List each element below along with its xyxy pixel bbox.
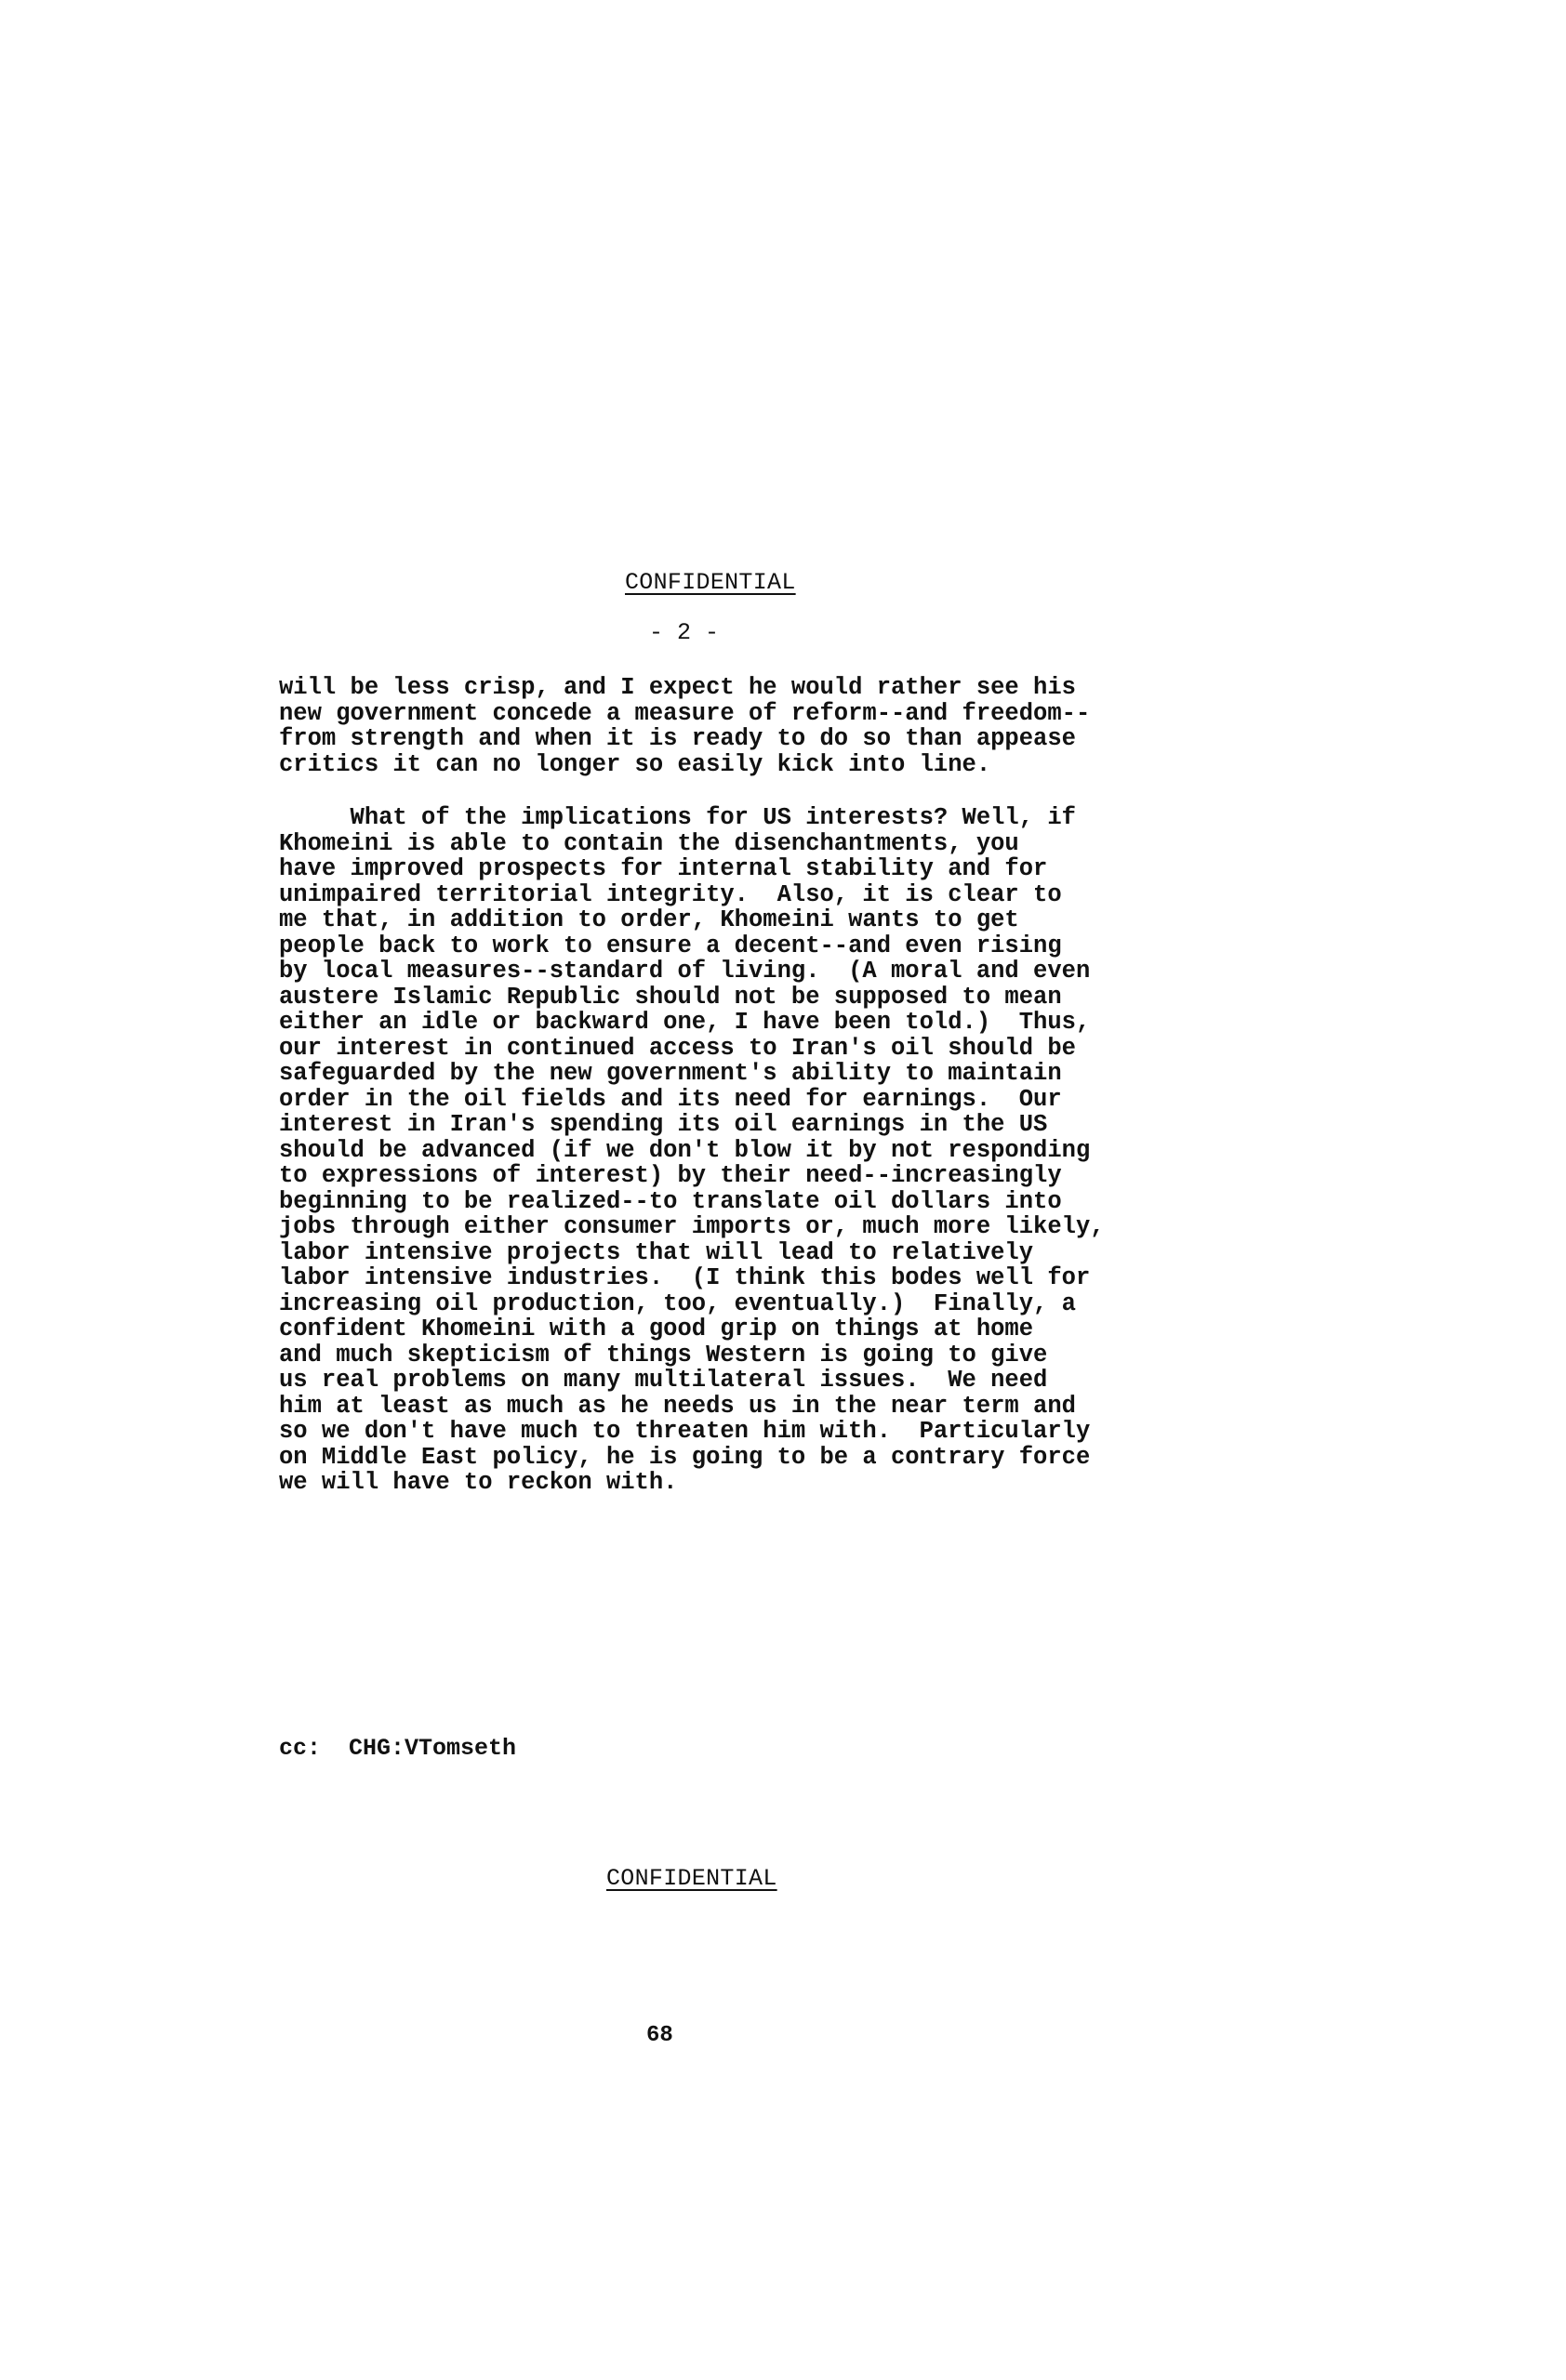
text-line: to expressions of interest) by their need--increasingly — [279, 1162, 1062, 1189]
text-line: by local measures--standard of living. (A moral and even — [279, 958, 1091, 985]
text-line: will be less crisp, and I expect he would rather see his — [279, 674, 1076, 701]
text-line: unimpaired territorial integrity. Also, it is clear to — [279, 880, 1062, 908]
text-line: have improved prospects for internal stability and for — [279, 855, 1048, 882]
page-number: 68 — [646, 2023, 673, 2048]
text-line: Khomeini is able to contain the disenchantments, you — [279, 829, 1019, 857]
text-line: What of the implications for US interests? Well, if — [279, 804, 1076, 831]
text-line: beginning to be realized--to translate oil dollars into — [279, 1187, 1062, 1215]
paragraph-1 — [279, 675, 1209, 777]
cc-label: cc: — [279, 1735, 322, 1762]
text-line: so we don't have much to threaten him with. Particularly — [279, 1418, 1091, 1445]
text-line: interest in Iran's spending its oil earnings in the US — [279, 1111, 1048, 1138]
text-line: him at least as much as he needs us in the near term and — [279, 1392, 1076, 1420]
text-line: labor intensive projects that will lead to relatively — [279, 1238, 1034, 1266]
text-line: order in the oil fields and its need for earnings. Our — [279, 1085, 1062, 1113]
text-line: new government concede a measure of reform--and freedom-- — [279, 699, 1091, 727]
paragraph-2 — [279, 805, 1209, 1496]
text-line: we will have to reckon with. — [279, 1469, 678, 1496]
text-line: safeguarded by the new government's ability to maintain — [279, 1060, 1062, 1087]
text-line: our interest in continued access to Iran's oil should be — [279, 1034, 1076, 1062]
text-line: me that, in addition to order, Khomeini wants to get — [279, 906, 1019, 933]
text-line: on Middle East policy, he is going to be a contrary force — [279, 1443, 1091, 1471]
cc-value: CHG:VTomseth — [349, 1735, 517, 1762]
text-line: us real problems on many multilateral issues. We need — [279, 1367, 1048, 1394]
text-line: increasing oil production, too, eventually.) Finally, a — [279, 1289, 1076, 1317]
text-line: labor intensive industries. (I think this bodes well for — [279, 1264, 1091, 1291]
text-line: confident Khomeini with a good grip on things at home — [279, 1316, 1034, 1342]
page-marker: - 2 - — [649, 619, 720, 646]
classification-footer: CONFIDENTIAL — [606, 1865, 777, 1892]
text-line: and much skepticism of things Western is going to give — [279, 1341, 1048, 1368]
classification-header: CONFIDENTIAL — [625, 569, 796, 596]
text-line: either an idle or backward one, I have been told.) Thus, — [279, 1009, 1091, 1036]
cc-distribution — [279, 1735, 516, 1762]
text-line: jobs through either consumer imports or, much more likely, — [279, 1213, 1105, 1240]
text-line: critics it can no longer so easily kick into line. — [279, 750, 991, 778]
text-line: from strength and when it is ready to do so than appease — [279, 725, 1076, 752]
text-line: people back to work to ensure a decent--and even rising — [279, 932, 1062, 959]
text-line: should be advanced (if we don't blow it by not responding — [279, 1136, 1091, 1164]
text-line: austere Islamic Republic should not be supposed to mean — [279, 983, 1062, 1011]
